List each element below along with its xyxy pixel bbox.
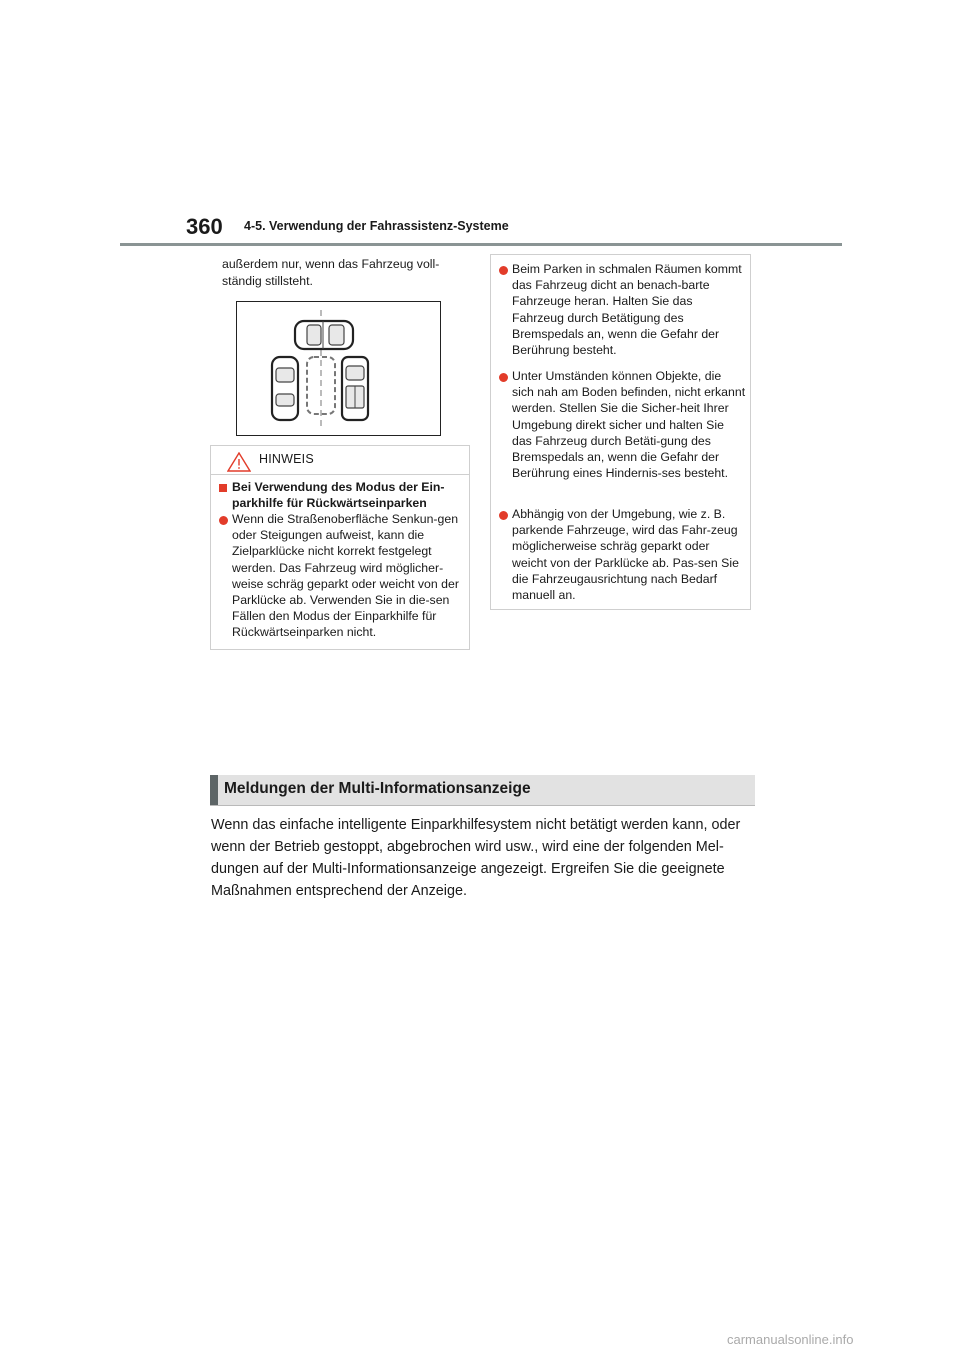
parked-car-left-icon	[272, 357, 298, 420]
moving-car-icon	[295, 321, 353, 349]
caution-item: Abhängig von der Umgebung, wie z. B. parkende Fahrzeuge, wird das Fahr-zeug möglicherweise schräg geparkt oder weicht von der Parklücke ab. Pas-sen Sie die Fahrzeugausrichtung nach Bedarf manuell an.	[512, 507, 739, 603]
intro-text: außerdem nur, wenn das Fahrzeug voll-ständig stillsteht.	[222, 257, 440, 288]
section-heading-text: Meldungen der Multi-Informationsanzeige	[224, 780, 531, 797]
parking-diagram-icon	[237, 302, 440, 435]
caution-item: Beim Parken in schmalen Räumen kommt das Fahrzeug dicht an benach-barte Fahrzeuge heran. Halten Sie das Fahrzeug durch Betätigung des Bremspedals an, wenn die Gefahr der Berührung besteht.	[512, 262, 742, 358]
section-heading-bar	[210, 775, 218, 805]
caution-continued-box	[490, 254, 751, 610]
square-bullet-icon	[219, 484, 227, 492]
round-bullet-icon	[499, 266, 508, 275]
notice-label: HINWEIS	[259, 452, 314, 466]
caution-item: Unter Umständen können Objekte, die sich nah am Boden befinden, nicht erkannt werden. Stellen Sie die Sicher-heit Ihrer Umgebung direkt sicher und halten Sie das Fahrzeug durch Betäti-gung des Bremspedals an, wenn die Gefahr der Berührung eines Hindernis-ses besteht.	[512, 369, 746, 481]
section-body-text: Wenn das einfache intelligente Einparkhilfesystem nicht betätigt werden kann, oder wenn der Betrieb gestoppt, abgebrochen wird usw., wird eine der folgenden Mel-dungen auf der Multi-Informationsanzeige angezeigt. Ergreifen Sie die geeignete Maßnahmen entsprechend der Anzeige.	[211, 817, 741, 899]
notice-item: Wenn die Straßenoberfläche Senkun-gen oder Steigungen aufweist, kann die Zielparklücke nicht korrekt festgelegt werden. Das Fahrzeug wird möglicher-weise schräg geparkt oder weicht von der Parklücke ab. Verwenden Sie in die-sen Fällen den Modus der Einparkhilfe für Rückwärtseinparken nicht.	[232, 512, 459, 640]
header-rule	[120, 243, 842, 246]
notice-subheading: Bei Verwendung des Modus der Ein-parkhilfe für Rückwärtseinparken	[232, 480, 445, 511]
notice-header	[211, 446, 469, 475]
page-number: 360	[186, 214, 223, 239]
watermark: carmanualsonline.info	[727, 1332, 854, 1347]
round-bullet-icon	[219, 516, 228, 525]
notice-box	[210, 445, 470, 650]
section-heading	[210, 775, 755, 806]
round-bullet-icon	[499, 511, 508, 520]
warning-triangle-icon	[227, 452, 251, 472]
section-title: 4-5. Verwendung der Fahrassistenz-Systeme	[244, 219, 509, 233]
parking-figure	[236, 301, 441, 436]
round-bullet-icon	[499, 373, 508, 382]
parked-car-right-icon	[342, 357, 368, 420]
